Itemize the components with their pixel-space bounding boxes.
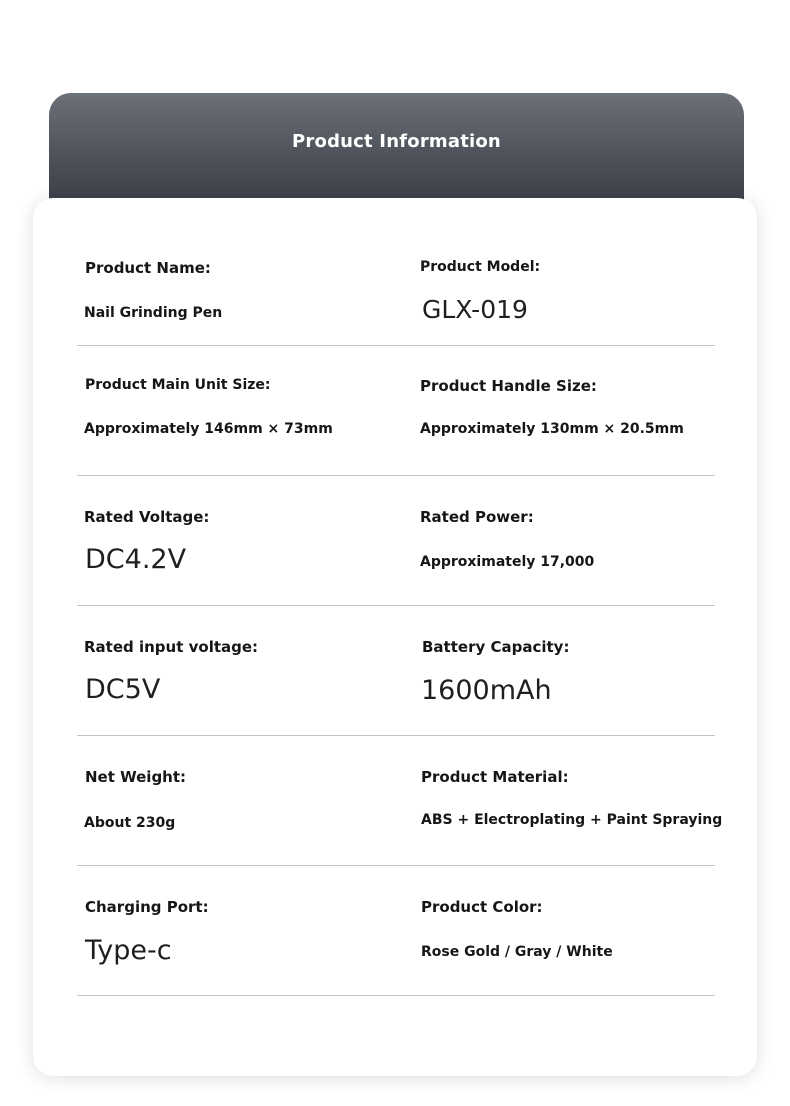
spec-label: Rated Voltage: — [84, 508, 210, 526]
spec-row — [77, 865, 715, 996]
spec-label: Product Color: — [421, 898, 543, 916]
spec-value: Approximately 130mm × 20.5mm — [420, 421, 684, 437]
spec-row — [77, 345, 715, 476]
spec-row — [77, 475, 715, 606]
spec-cell-handle-size — [420, 345, 720, 475]
spec-value: About 230g — [84, 815, 176, 831]
spec-cell-product-name — [84, 215, 404, 345]
spec-label: Product Handle Size: — [420, 377, 597, 395]
spec-cell-rated-power — [420, 475, 720, 605]
page-title: Product Information — [292, 131, 501, 152]
spec-cell-product-color — [420, 865, 720, 995]
spec-cell-battery-capacity — [420, 605, 720, 735]
spec-row — [77, 735, 723, 866]
spec-label: Rated Power: — [420, 508, 534, 526]
spec-cell-product-material — [420, 735, 723, 865]
spec-cell-charging-port — [84, 865, 404, 995]
spec-cell-net-weight — [84, 735, 404, 865]
spec-value: DC5V — [85, 674, 161, 705]
spec-value: DC4.2V — [85, 544, 187, 575]
spec-label: Charging Port: — [85, 898, 209, 916]
spec-cell-product-model — [420, 215, 720, 345]
spec-value: Type-c — [85, 935, 172, 966]
spec-row — [77, 215, 715, 346]
spec-value: Rose Gold / Gray / White — [421, 944, 613, 960]
spec-label: Battery Capacity: — [422, 638, 570, 656]
spec-card — [33, 198, 757, 1076]
spec-label: Product Model: — [420, 259, 541, 275]
spec-cell-main-unit-size — [84, 345, 404, 475]
spec-cell-rated-input-voltage — [84, 605, 404, 735]
spec-row — [77, 605, 715, 736]
spec-value: 1600mAh — [421, 675, 552, 706]
spec-label: Net Weight: — [85, 768, 187, 786]
spec-value: ABS + Electroplating + Paint Spraying — [421, 812, 723, 828]
spec-label: Product Main Unit Size: — [85, 377, 271, 393]
spec-cell-rated-voltage — [84, 475, 404, 605]
spec-value: Approximately 17,000 — [420, 554, 595, 570]
spec-value: Nail Grinding Pen — [84, 305, 223, 321]
spec-value: Approximately 146mm × 73mm — [84, 421, 333, 437]
spec-label: Product Name: — [85, 259, 211, 277]
spec-value: GLX-019 — [422, 295, 528, 324]
spec-label: Rated input voltage: — [84, 638, 259, 656]
spec-label: Product Material: — [421, 768, 569, 786]
